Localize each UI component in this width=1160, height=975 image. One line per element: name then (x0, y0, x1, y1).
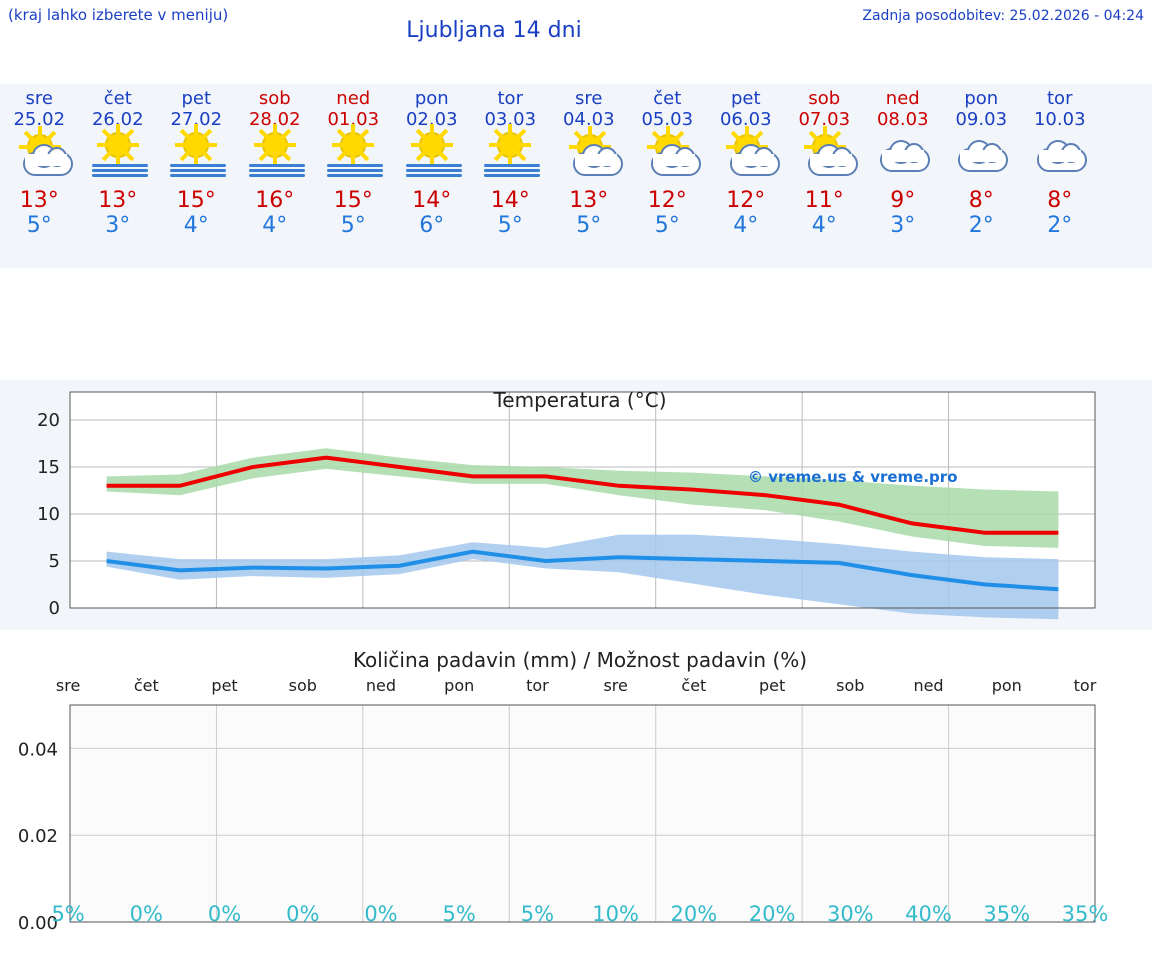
last-updated: Zadnja posodobitev: 25.02.2026 - 04:24 (862, 8, 1144, 24)
temperature-max: 14° (412, 188, 452, 213)
day-of-week: sre (575, 88, 603, 109)
temperature-max: 14° (490, 188, 530, 213)
temperature-max: 13° (569, 188, 609, 213)
day-date: 10.03 (1033, 109, 1086, 130)
temperature-max: 15° (176, 188, 216, 213)
temperature-max: 8° (968, 188, 994, 213)
day-of-week: sob (808, 88, 841, 109)
day-date: 02.03 (405, 109, 458, 130)
precipitation-day-label: ned (365, 676, 397, 695)
precipitation-probability: 0% (364, 902, 398, 926)
sun-rain-icon (396, 134, 468, 182)
precipitation-chart-title: Količina padavin (mm) / Možnost padavin (%) (352, 648, 808, 672)
temperature-max: 16° (255, 188, 295, 213)
copyright-label: © vreme.us & vreme.pro (748, 468, 958, 486)
precipitation-probability: 20% (748, 902, 796, 926)
day-of-week: pet (181, 88, 212, 109)
precipitation-probability: 20% (670, 902, 718, 926)
precipitation-probability: 0% (207, 902, 242, 926)
sun-behind-cloud-icon (788, 134, 860, 182)
precipitation-day-label: sre (55, 676, 81, 695)
svg-text:0: 0 (48, 598, 60, 619)
temperature-max: 13° (19, 188, 59, 213)
day-of-week: čet (103, 88, 132, 109)
day-date: 07.03 (798, 109, 851, 130)
sun-rain-icon (317, 134, 389, 182)
precipitation-day-label: pet (211, 676, 238, 695)
day-of-week: čet (653, 88, 682, 109)
forecast-day (471, 84, 550, 268)
forecast-day (0, 84, 79, 268)
precipitation-day-label: sob (836, 676, 865, 695)
page-title: Ljubljana 14 dni (406, 18, 582, 43)
precipitation-day-label: ned (913, 676, 944, 695)
temperature-min: 3° (890, 213, 916, 238)
sun-behind-cloud-icon (631, 134, 703, 182)
temperature-chart-title: Temperatura (°C) (493, 388, 667, 412)
sun-behind-cloud-icon (3, 134, 75, 182)
sun-rain-icon (239, 134, 311, 182)
forecast-day (79, 84, 158, 268)
day-date: 27.02 (170, 109, 223, 130)
forecast-day (1021, 84, 1100, 268)
precipitation-probability: 35% (1061, 902, 1109, 926)
temperature-min: 5° (26, 213, 52, 238)
menu-note: (kraj lahko izberete v meniju) (8, 6, 229, 24)
temperature-min: 6° (419, 213, 445, 238)
precipitation-day-label: tor (526, 676, 549, 695)
precipitation-day-label: sob (288, 676, 317, 695)
temperature-max: 12° (647, 188, 687, 213)
precipitation-day-label: sre (603, 676, 628, 695)
sun-rain-icon (82, 134, 154, 182)
precipitation-day-label: pon (991, 676, 1022, 695)
day-date: 28.02 (248, 109, 301, 130)
day-date: 25.02 (13, 109, 66, 130)
svg-text:0.04: 0.04 (17, 739, 58, 761)
forecast-day (550, 84, 629, 268)
forecast-day (864, 84, 943, 268)
precipitation-probability: 40% (905, 902, 952, 926)
forecast-day (314, 84, 393, 268)
temperature-max: 11° (804, 188, 844, 213)
day-of-week: pet (730, 88, 761, 109)
precipitation-chart-section (0, 640, 1152, 975)
sun-behind-cloud-icon (710, 134, 782, 182)
precipitation-probability-row (29, 902, 1124, 926)
svg-text:5: 5 (48, 551, 60, 572)
forecast-day-strip (0, 84, 1152, 268)
precipitation-probability: 5% (520, 902, 555, 926)
precipitation-day-label: pon (444, 676, 475, 695)
forecast-day (707, 84, 786, 268)
forecast-day (236, 84, 315, 268)
day-date: 09.03 (955, 109, 1008, 130)
forecast-day (942, 84, 1021, 268)
precipitation-day-label: tor (1073, 676, 1097, 695)
precipitation-probability: 35% (983, 902, 1031, 926)
day-date: 06.03 (719, 109, 772, 130)
svg-text:15: 15 (37, 457, 60, 478)
temperature-min: 4° (262, 213, 288, 238)
cloud-icon (867, 134, 939, 182)
day-date: 04.03 (562, 109, 615, 130)
precipitation-probability: 0% (286, 902, 320, 926)
sun-rain-icon (474, 134, 546, 182)
day-of-week: ned (336, 88, 371, 109)
sun-behind-cloud-icon (553, 134, 625, 182)
sun-rain-icon (160, 134, 232, 182)
temperature-chart (0, 380, 1152, 619)
day-date: 05.03 (641, 109, 694, 130)
forecast-day (628, 84, 707, 268)
precipitation-probability: 30% (826, 902, 874, 926)
precipitation-probability: 5% (51, 902, 85, 926)
day-date: 01.03 (327, 109, 380, 130)
temperature-min: 5° (576, 213, 602, 238)
day-of-week: pon (414, 88, 449, 109)
forecast-day (393, 84, 472, 268)
precipitation-day-label: čet (133, 676, 159, 695)
temperature-max: 15° (333, 188, 373, 213)
temperature-max: 12° (726, 188, 766, 213)
svg-text:20: 20 (37, 410, 60, 431)
temperature-min: 5° (654, 213, 680, 238)
temperature-min: 3° (105, 213, 131, 238)
temperature-min: 2° (1047, 213, 1073, 238)
day-date: 08.03 (876, 109, 929, 130)
day-date: 26.02 (91, 109, 144, 130)
forecast-day (785, 84, 864, 268)
temperature-min: 5° (340, 213, 366, 238)
temperature-max: 13° (98, 188, 138, 213)
svg-text:10: 10 (37, 504, 60, 525)
temperature-max: 8° (1047, 188, 1073, 213)
day-of-week: tor (1047, 88, 1073, 109)
day-of-week: ned (885, 88, 920, 109)
precipitation-day-label: čet (681, 676, 707, 695)
precipitation-day-labels (29, 676, 1124, 695)
temperature-min: 2° (968, 213, 994, 238)
precipitation-day-label: pet (758, 676, 786, 695)
temperature-min: 4° (811, 213, 837, 238)
day-of-week: tor (497, 88, 523, 109)
temperature-min: 5° (497, 213, 523, 238)
day-date: 03.03 (484, 109, 537, 130)
svg-text:0.02: 0.02 (17, 826, 58, 848)
precipitation-probability: 10% (592, 902, 639, 926)
temperature-min: 4° (733, 213, 759, 238)
precipitation-probability: 5% (442, 902, 476, 926)
svg-text:0.00: 0.00 (17, 913, 58, 934)
cloud-icon (945, 134, 1017, 182)
temperature-chart-section (0, 380, 1152, 630)
cloud-icon (1024, 134, 1096, 182)
temperature-min: 4° (183, 213, 209, 238)
forecast-day (157, 84, 236, 268)
page-header (0, 0, 1152, 60)
day-of-week: sre (25, 88, 53, 109)
temperature-max: 9° (890, 188, 916, 213)
day-of-week: pon (964, 88, 999, 109)
precipitation-probability: 0% (129, 902, 163, 926)
day-of-week: sob (258, 88, 291, 109)
